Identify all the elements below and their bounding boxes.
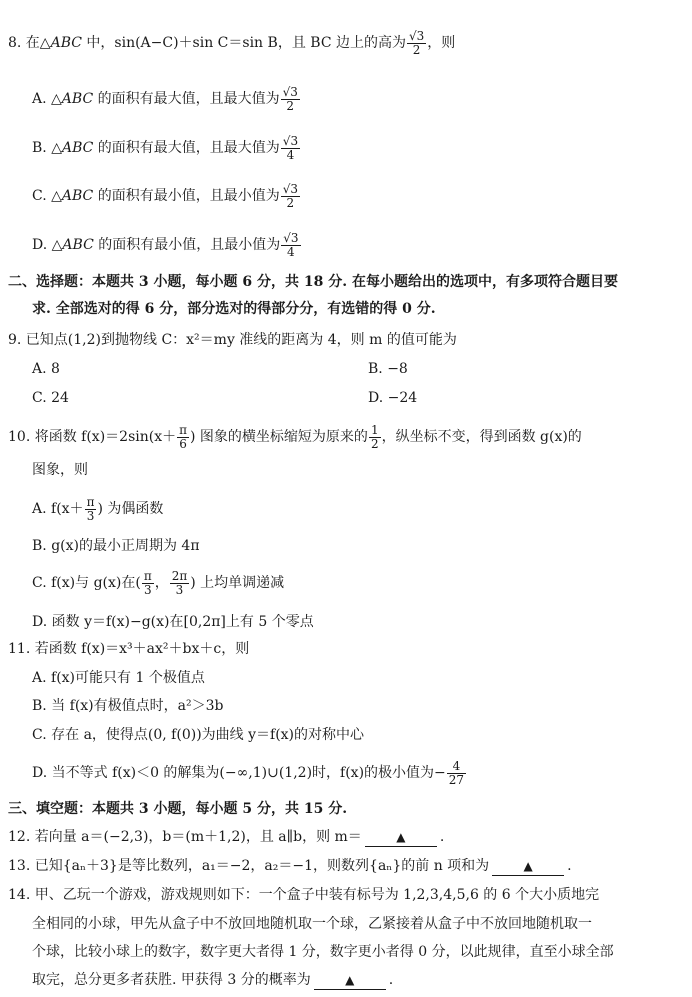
q13-text: 13. 已知{aₙ＋3}是等比数列，a₁＝−2，a₂＝−1，则数列{aₙ}的前 n 项和为 [8,858,490,874]
q14-end: . [388,972,394,988]
section-2-heading: 二、选择题：本题共 3 小题，每小题 6 分，共 18 分. 在每小题给出的选项中，有多项符合题目要 [8,274,618,290]
answer-blank[interactable] [314,972,386,990]
option-prefix: C. △ [32,188,62,205]
option-text: D. 当不等式 f(x)＜0 的解集为(−∞,1)∪(1,2)时，f(x)的极小值为− [32,765,446,782]
fraction-denominator: 27 [448,772,465,787]
option-fraction [281,86,300,112]
fraction-denominator: 6 [179,436,187,451]
fraction-numerator: √3 [283,231,299,245]
fraction-denominator: 2 [412,42,421,57]
fraction-numerator: π [86,495,95,509]
q8-stem-part: 中，sin(A−C)＋sin C＝sin B，且 BC 边上的高为 [81,35,406,52]
option-text: 的面积有最大值，且最大值为 [93,140,280,157]
option-triangle: ABC [61,188,94,205]
q8-option-b [32,135,301,161]
fraction-denominator: 2 [370,436,379,451]
q9-stem: 9. 已知点(1,2)到抛物线 C：x²＝my 准线的距离为 4，则 m 的值可能为 [8,332,457,348]
q10-option-b: B. g(x)的最小正周期为 4π [32,538,200,554]
q11-option-a: A. f(x)可能只有 1 个极值点 [32,670,205,686]
option-text: ， [154,575,169,592]
answer-blank[interactable] [492,858,564,876]
q12-end: . [439,829,445,845]
option-prefix: D. △ [32,237,63,254]
option-text: 的面积有最小值，且最小值为 [93,237,281,254]
q11-option-b: B. 当 f(x)有极值点时，a²＞3b [32,698,224,714]
option-text: 的面积有最小值，且最小值为 [93,188,280,205]
q8-option-c [32,183,301,209]
fraction-denominator: 3 [86,508,95,523]
q10-stem-part: ，纵坐标不变，得到函数 g(x)的 [381,429,582,446]
option-text: A. f [32,501,57,518]
fraction-numerator: √3 [282,134,299,148]
fraction-numerator: 1 [370,423,379,437]
q9-option-b: B. −8 [368,361,408,377]
option-text: ) 为偶函数 [97,501,164,518]
q9-option-d: D. −24 [368,390,418,406]
q10-fraction-half [369,424,381,450]
option-fraction [142,570,154,596]
q9-option-c: C. 24 [32,390,69,406]
q11-option-d [32,760,467,786]
fraction-denominator: 4 [287,244,295,259]
fraction-denominator: 3 [175,582,184,597]
q10-fraction-pi6 [177,424,189,450]
option-text: ( [135,575,141,592]
q8-stem-part: ，则 [427,35,456,52]
q10-option-a [32,496,163,522]
triangle-marker-icon: ▲ [396,830,406,844]
q10-stem-part: ) 图象的横坐标缩短为原来的 [190,429,368,446]
fraction-numerator: √3 [282,182,298,196]
option-fraction [281,232,300,258]
q8-option-d [32,232,302,258]
option-prefix: A. △ [32,91,62,108]
q14-stem-cont: 个球，比较小球上的数字，数字更大者得 1 分，数字更小者得 0 分，以此规律，直至小球全部 [32,944,614,960]
q8-option-a [32,86,301,112]
fraction-numerator: 2π [171,569,188,583]
option-text: C. f(x)与 g(x)在 [32,575,136,592]
q11-option-c: C. 存在 a，使得点(0, f(0))为曲线 y＝f(x)的对称中心 [32,727,365,743]
q10-stem-part: (x＋ [148,429,177,446]
fraction-numerator: √3 [282,85,298,99]
option-triangle: ABC [61,140,94,157]
option-text: 的面积有最大值，且最大值为 [93,91,280,108]
fraction-denominator: 3 [143,582,152,597]
q10-stem-part: 10. 将函数 f(x)＝2sin [8,429,149,446]
q10-stem [8,424,582,450]
option-fraction [85,496,97,522]
answer-blank[interactable] [365,829,437,847]
option-text: ) 上均单调递减 [190,575,285,592]
q14-stem: 14. 甲、乙玩一个游戏，游戏规则如下：一个盒子中装有标号为 1,2,3,4,5,6 的 6 个大小质地完 [8,887,600,903]
option-fraction [281,183,300,209]
q8-stem-triangle: ABC [50,35,82,52]
option-fraction [281,135,300,161]
q14-text: 取完，总分更多者获胜. 甲获得 3 分的概率为 [32,972,311,988]
option-fraction [447,760,466,786]
q13-end: . [567,858,572,874]
q10-option-d: D. 函数 y＝f(x)−g(x)在[0,2π]上有 5 个零点 [32,614,314,630]
q10-stem-cont: 图象，则 [32,462,88,478]
q14-stem-cont: 全相同的小球，甲先从盒子中不放回地随机取一个球，乙紧接着从盒子中不放回地随机取一 [32,916,592,932]
fraction-denominator: 2 [286,195,295,210]
q8-fraction [407,30,426,56]
fraction-numerator: π [179,423,188,437]
q9-option-a: A. 8 [32,361,60,377]
option-text: (x＋ [56,501,84,518]
fraction-numerator: π [143,569,152,583]
q11-stem: 11. 若函数 f(x)＝x³＋ax²＋bx＋c，则 [8,641,250,657]
fraction-denominator: 4 [286,147,295,162]
q12-text: 12. 若向量 a＝(−2,3)，b＝(m＋1,2)，且 a∥b，则 m＝ [8,829,362,845]
fraction-denominator: 2 [286,98,295,113]
fraction-numerator: 4 [447,760,466,774]
triangle-marker-icon: ▲ [345,973,355,987]
fraction-numerator: √3 [408,29,425,43]
option-triangle: ABC [61,91,94,108]
q10-option-c [32,570,284,596]
option-triangle: ABC [62,237,94,254]
q13-stem [8,858,572,876]
section-2-heading-cont: 求. 全部选对的得 6 分，部分选对的得部分分，有选错的得 0 分. [32,301,436,317]
section-3-heading: 三、填空题：本题共 3 小题，每小题 5 分，共 15 分. [8,801,348,817]
q8-stem [8,30,455,56]
q8-stem-part: 8. 在△ [8,35,51,52]
option-prefix: B. △ [32,140,62,157]
q14-stem-end [32,972,393,990]
option-fraction [170,570,190,596]
triangle-marker-icon: ▲ [523,859,533,873]
q12-stem [8,829,444,847]
